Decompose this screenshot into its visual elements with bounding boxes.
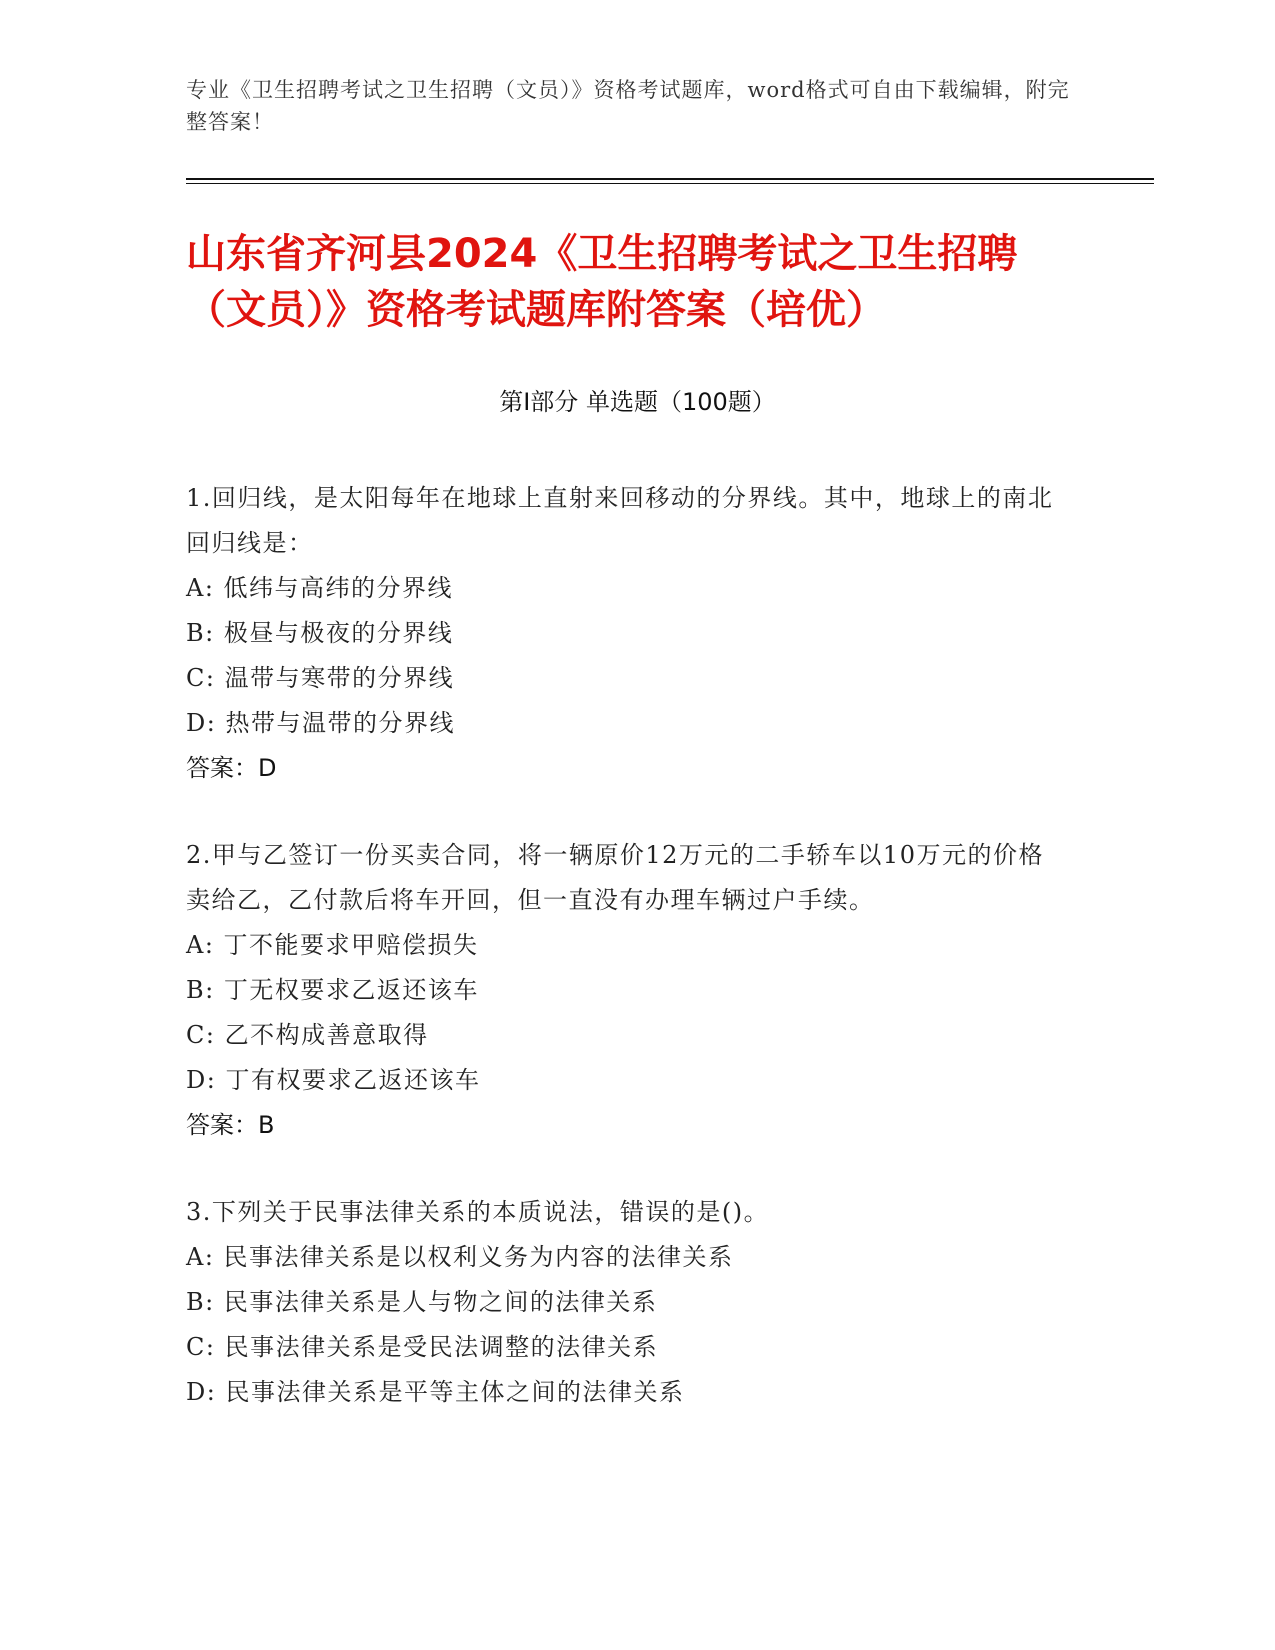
question-3 (186, 1190, 1066, 1415)
option-b: B: 极昼与极夜的分界线 (186, 619, 454, 647)
option-c: C: 民事法律关系是受民法调整的法律关系 (186, 1333, 659, 1361)
question-list (186, 476, 1066, 1457)
section-heading: 第Ⅰ部分 单选题（100题） (499, 388, 776, 416)
question-stem: 1.回归线，是太阳每年在地球上直射来回移动的分界线。其中，地球上的南北回归线是： (186, 484, 1054, 557)
option-d: D: 民事法律关系是平等主体之间的法律关系 (186, 1378, 685, 1406)
option-c: C: 温带与寒带的分界线 (186, 664, 455, 692)
question-2 (186, 833, 1066, 1148)
header-rule-thick (186, 178, 1154, 180)
document-title: 山东省齐河县2024《卫生招聘考试之卫生招聘（文员）》资格考试题库附答案（培优） (186, 231, 1018, 333)
option-b: B: 丁无权要求乙返还该车 (186, 976, 479, 1004)
header-note: 专业《卫生招聘考试之卫生招聘（文员）》资格考试题库，word格式可自由下载编辑，附完整答案！ (186, 78, 1070, 134)
question-stem: 2.甲与乙签订一份买卖合同，将一辆原价12万元的二手轿车以10万元的价格卖给乙，乙付款后将车开回，但一直没有办理车辆过户手续。 (186, 841, 1044, 914)
option-d: D: 热带与温带的分界线 (186, 709, 455, 737)
option-b: B: 民事法律关系是人与物之间的法律关系 (186, 1288, 658, 1316)
header-rule-thin (186, 183, 1154, 184)
option-a: A: 丁不能要求甲赔偿损失 (186, 931, 479, 959)
question-1 (186, 476, 1066, 791)
option-d: D: 丁有权要求乙返还该车 (186, 1066, 481, 1094)
option-a: A: 低纬与高纬的分界线 (186, 574, 454, 602)
option-c: C: 乙不构成善意取得 (186, 1021, 429, 1049)
question-stem: 3.下列关于民事法律关系的本质说法，错误的是()。 (186, 1198, 770, 1226)
answer: 答案：B (186, 1111, 275, 1139)
option-a: A: 民事法律关系是以权利义务为内容的法律关系 (186, 1243, 734, 1271)
answer: 答案：D (186, 754, 277, 782)
